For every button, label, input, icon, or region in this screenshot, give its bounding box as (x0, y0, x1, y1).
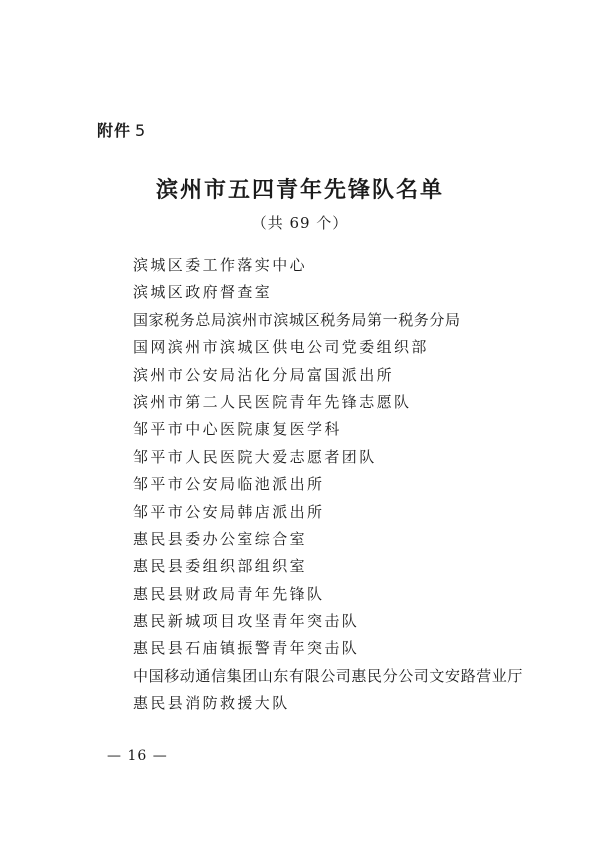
list-item: 惠民县委组织部组织室 (133, 557, 308, 576)
list-item: 滨州市第二人民医院青年先锋志愿队 (133, 392, 412, 411)
list-item: 邹平市公安局韩店派出所 (133, 502, 325, 521)
document-title: 滨州市五四青年先锋队名单 (155, 178, 444, 203)
list-item: 滨城区委工作落实中心 (133, 256, 308, 274)
list-item: 滨城区政府督查室 (133, 283, 273, 302)
list-item: 邹平市中心医院康复医学科 (133, 420, 342, 439)
list-item: 惠民县财政局青年先锋队 (133, 584, 325, 603)
attachment-word: 附件 (97, 121, 132, 140)
list-item: 中国移动通信集团山东有限公司惠民分公司文安路营业厅 (133, 666, 524, 685)
list-item: 国家税务总局滨州市滨城区税务局第一税务分局 (133, 310, 461, 329)
list-item: 惠民县石庙镇振警青年突击队 (133, 639, 360, 658)
page-number: — 16 — (107, 748, 168, 764)
document-subtitle: （共 69 个） (251, 214, 349, 232)
list-item: 惠民县消防救援大队 (133, 694, 290, 713)
attachment-label (97, 118, 146, 141)
list-item: 惠民新城项目攻坚青年突击队 (133, 612, 360, 631)
attachment-number: 5 (135, 121, 147, 140)
list-item: 惠民县委办公室综合室 (133, 529, 308, 548)
list-item: 邹平市公安局临池派出所 (133, 475, 325, 494)
team-list (133, 252, 523, 718)
list-item: 邹平市人民医院大爱志愿者团队 (133, 447, 377, 466)
list-item: 国网滨州市滨城区供电公司党委组织部 (133, 338, 429, 357)
list-item: 滨州市公安局沾化分局富国派出所 (133, 365, 395, 384)
